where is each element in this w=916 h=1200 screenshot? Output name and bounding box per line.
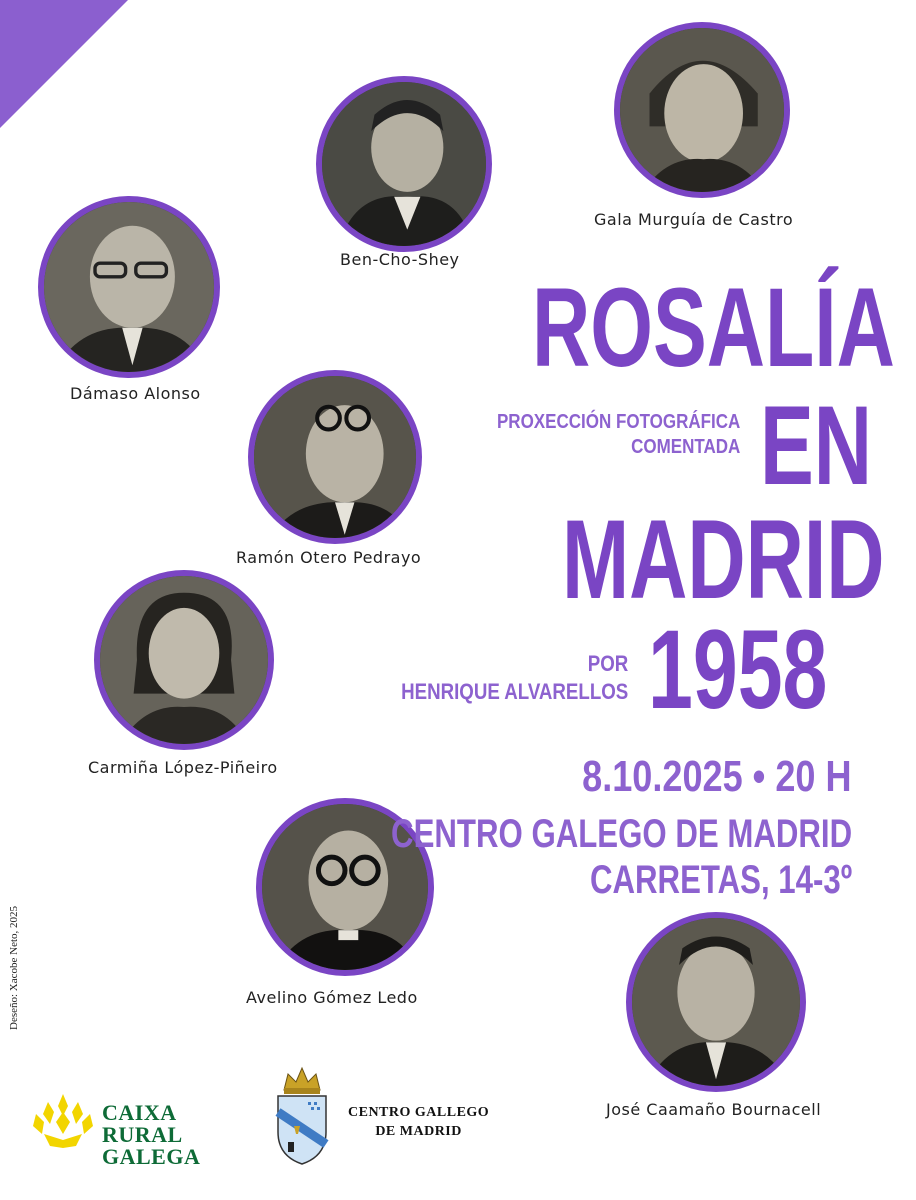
cgm-line-2: DE MADRID (375, 1123, 462, 1139)
event-datetime: 8.10.2025 • 20 H (582, 752, 852, 801)
portrait-ramon-otero (248, 370, 422, 544)
portrait-damaso-alonso (38, 196, 220, 378)
caixa-rural-logo (30, 1090, 240, 1169)
caption-avelino-gomez: Avelino Gómez Ledo (246, 988, 418, 1007)
portrait-gala-murguia (614, 22, 790, 198)
event-address: CARRETAS, 14-3º (589, 858, 852, 902)
caption-jose-caamano: José Caamaño Bournacell (606, 1100, 822, 1119)
subtitle (497, 410, 740, 460)
caption-ramon-otero: Ramón Otero Pedrayo (236, 548, 422, 567)
caption-carmina-lopez: Carmiña López-Piñeiro (88, 758, 278, 777)
title-line-4: 1958 (648, 607, 828, 732)
caixa-line-2: GALEGA (102, 1144, 201, 1169)
caixa-line-1: CAIXA RURAL (102, 1100, 183, 1147)
title-line-1: ROSALÍA (532, 265, 895, 390)
portrait-ben-cho-shey (316, 76, 492, 252)
centro-gallego-crest-icon (272, 1060, 332, 1170)
centro-gallego-text (348, 1104, 489, 1142)
caixa-text (102, 1102, 240, 1168)
caption-gala-murguia: Gala Murguía de Castro (594, 210, 794, 229)
event-venue: CENTRO GALEGO DE MADRID (390, 812, 852, 856)
wheat-icon (30, 1090, 96, 1150)
title-line-2: EN (760, 383, 873, 508)
cgm-line-1: CENTRO GALLEGO (348, 1105, 490, 1120)
corner-triangle (0, 0, 128, 128)
title-line-3: MADRID (562, 497, 885, 622)
subtitle-line-1: PROXECCIÓN FOTOGRÁFICA (496, 411, 740, 433)
portrait-jose-caamano (626, 912, 806, 1092)
author (401, 650, 628, 705)
subtitle-line-2: COMENTADA (630, 436, 740, 458)
portrait-carmina-lopez (94, 570, 274, 750)
author-line-1: POR (587, 651, 628, 676)
design-credit: Deseño: Xacobe Neto, 2025 (8, 905, 20, 1030)
author-line-2: HENRIQUE ALVARELLOS (400, 678, 628, 704)
caption-ben-cho-shey: Ben-Cho-Shey (340, 250, 460, 269)
caption-damaso-alonso: Dámaso Alonso (70, 384, 201, 403)
